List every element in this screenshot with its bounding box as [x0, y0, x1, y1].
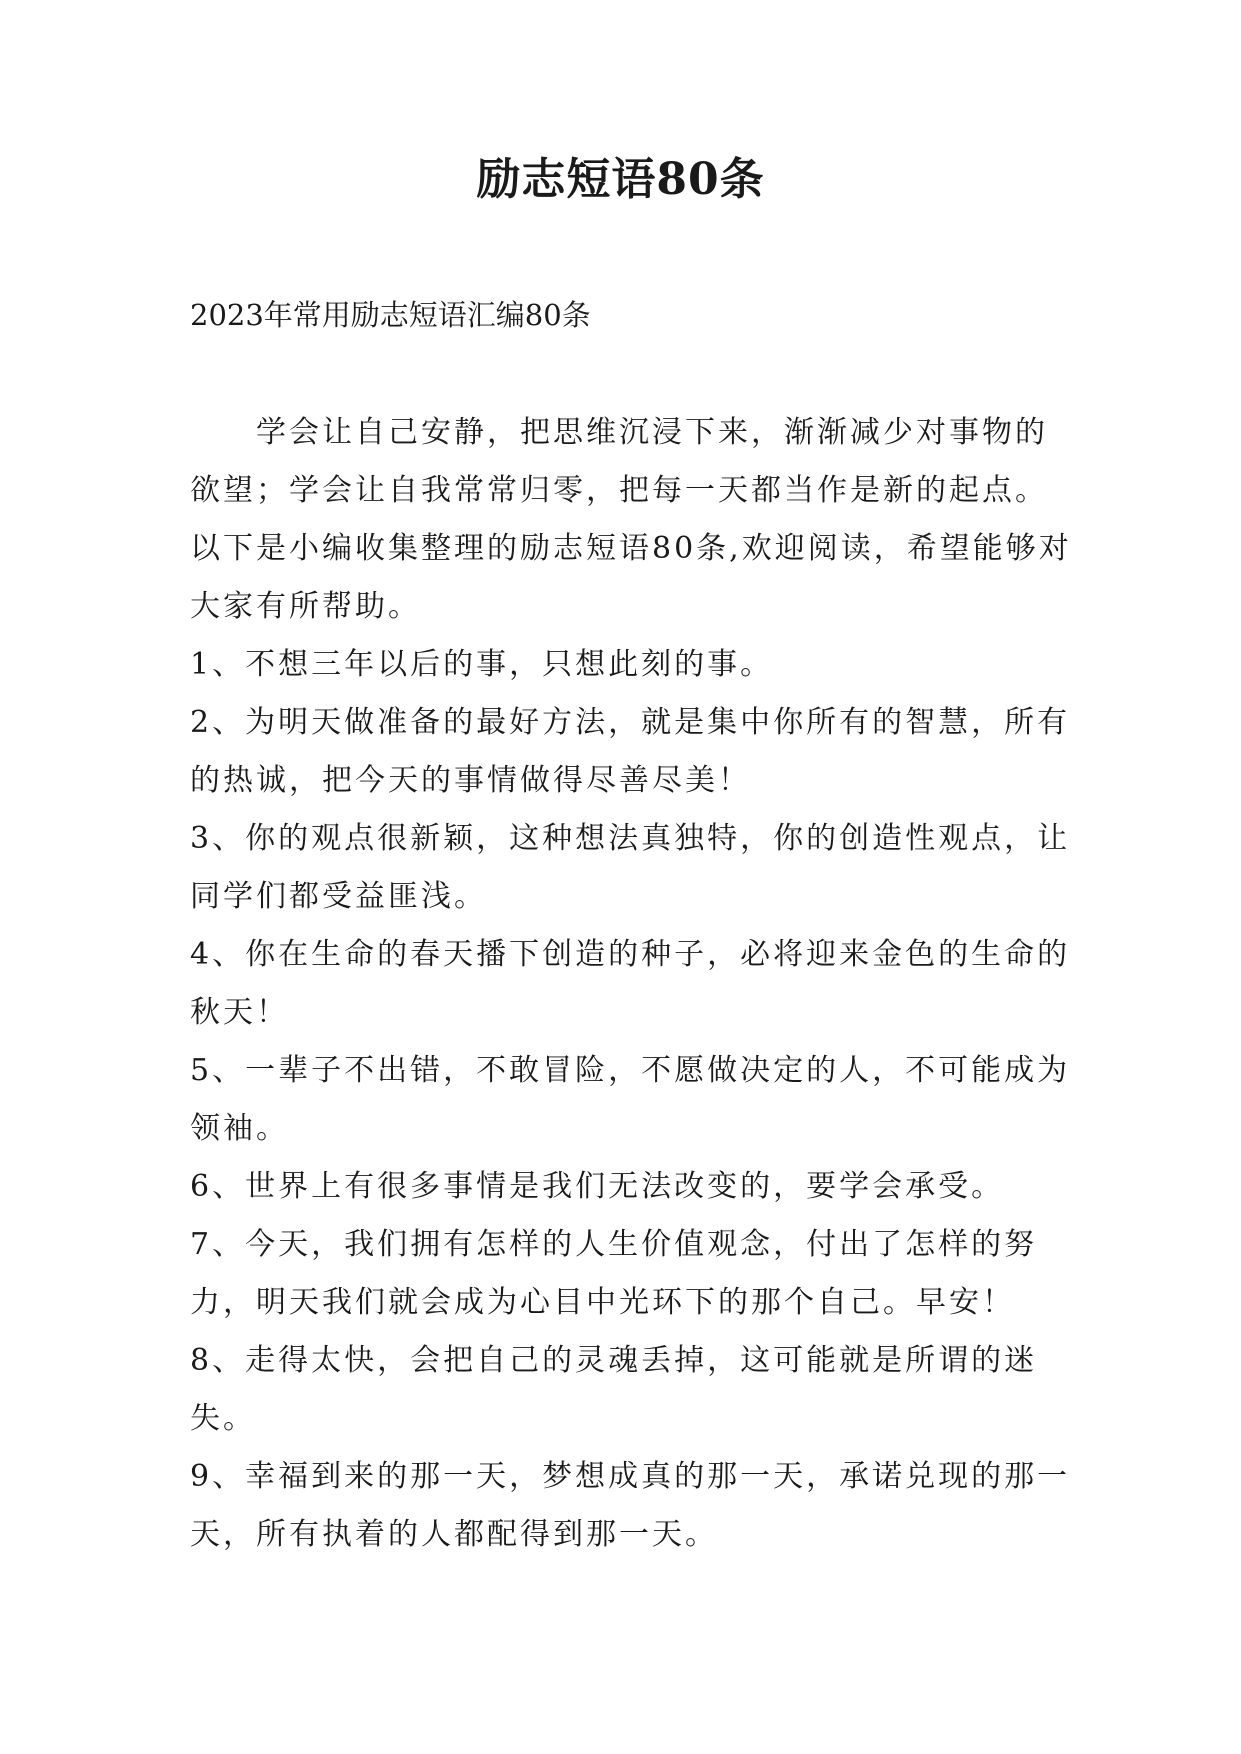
list-item: 4、你在生命的春天播下创造的种子，必将迎来金色的生命的秋天！ [190, 937, 1071, 1030]
intro-paragraph: 学会让自己安静，把思维沉浸下来，渐渐减少对事物的欲望；学会让自我常常归零，把每一天都当作是新的起点。以下是小编收集整理的励志短语80条,欢迎阅读，希望能够对大家有所帮助。 [190, 415, 1072, 624]
document-subtitle: 2023年常用励志短语汇编80条 [190, 298, 591, 332]
list-item: 9、幸福到来的那一天，梦想成真的那一天，承诺兑现的那一天，所有执着的人都配得到那一天。 [190, 1459, 1071, 1552]
list-item: 7、今天，我们拥有怎样的人生价值观念，付出了怎样的努力，明天我们就会成为心目中光环下的那个自己。早安！ [190, 1227, 1038, 1320]
document-body [190, 404, 1075, 1564]
list-item: 8、走得太快，会把自己的灵魂丢掉，这可能就是所谓的迷失。 [190, 1343, 1038, 1436]
list-item: 6、世界上有很多事情是我们无法改变的，要学会承受。 [190, 1169, 1005, 1204]
list-item: 1、不想三年以后的事，只想此刻的事。 [190, 647, 774, 682]
list-item: 3、你的观点很新颖，这种想法真独特，你的创造性观点，让同学们都受益匪浅。 [190, 821, 1071, 914]
list-item: 5、一辈子不出错，不敢冒险，不愿做决定的人，不可能成为领袖。 [190, 1053, 1071, 1146]
document-title: 励志短语80条 [476, 154, 765, 205]
list-item: 2、为明天做准备的最好方法，就是集中你所有的智慧，所有的热诚，把今天的事情做得尽善尽美！ [190, 705, 1071, 798]
